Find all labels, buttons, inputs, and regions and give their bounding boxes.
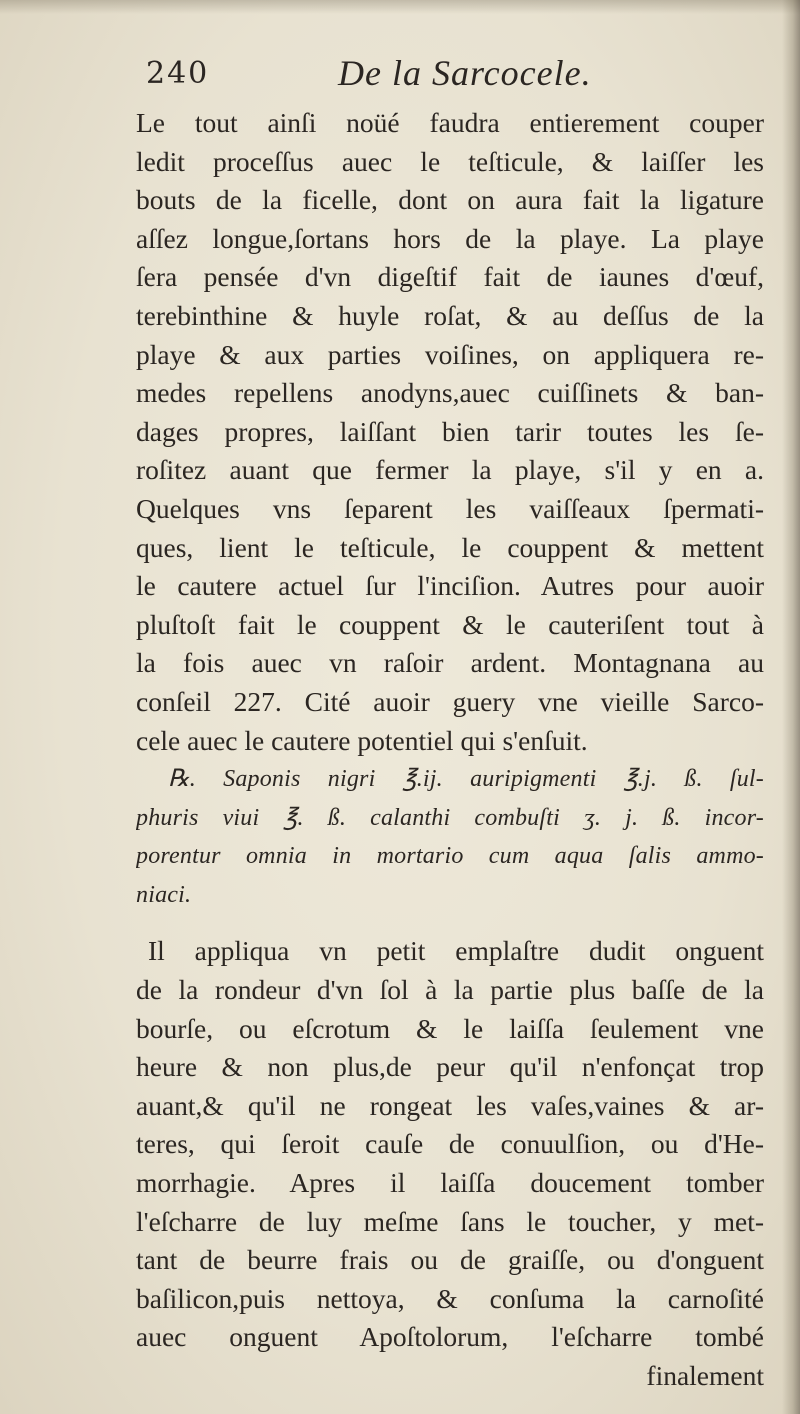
text-line: playe & aux parties voiſines, on appliquera re- [136,338,764,370]
text-line: terebinthine & huyle roſat, & au deſſus de la [136,299,764,331]
text-line: de la rondeur d'vn ſol à la partie plus baſſe de la [136,974,764,1006]
text-line: ledit proceſſus auec le teſticule, & laiſſer les [136,145,764,177]
running-title: De la Sarcocele. [338,53,592,93]
text-line: ques, lient le teſticule, le couppent & mettent [136,531,764,563]
text-line: Le tout ainſi noüé faudra entierement couper [136,107,764,138]
page-top-shadow [0,0,800,14]
text-line: dages propres, laiſſant bien tarir toutes les ſe- [136,415,764,447]
recipe-line: phuris viui ℥. ß. calanthi combuſti ʒ. j. ß. incor- [136,804,764,831]
text-line: auec onguent Apoſtolorum, l'eſcharre tombé [136,1321,764,1353]
text-line: teres, qui ſeroit cauſe de conuulſion, ou d'He- [136,1128,764,1160]
text-line: bourſe, ou eſcrotum & le laiſſa ſeulement vne [136,1012,764,1044]
recipe-line: niaci. [136,881,192,908]
page-number: 240 [146,56,210,91]
text-line: heure & non plus,de peur qu'il n'enfonçat trop [136,1051,764,1083]
text-line: medes repellens anodyns,auec cuiſſinets & ban- [136,377,764,409]
text-line: baſilicon,puis nettoya, & conſuma la carnoſité [136,1282,764,1314]
text-line: roſitez auant que fermer la playe, s'il y en a. [136,454,764,486]
recipe-line: porentur omnia in mortario cum aqua ſalis ammo- [136,843,764,870]
text-line: conſeil 227. Cité auoir guery vne vieille Sarco- [136,685,764,717]
text-line: pluſtoſt fait le couppent & le cauteriſent tout à [136,608,764,640]
text-line: bouts de la ficelle, dont on aura fait la ligature [136,184,764,216]
text-line: ſera pensée d'vn digeſtif fait de iaunes d'œuf, [136,261,764,293]
text-line: cele auec le cautere potentiel qui s'enſuit. [136,724,588,756]
paragraph-gap [136,914,764,932]
text-line: morrhagie. Apres il laiſſa doucement tomber [136,1167,764,1199]
text-line: Il appliqua vn petit emplaſtre dudit onguent [148,935,764,967]
catchword: finalement [646,1360,764,1391]
text-line: l'eſcharre de luy meſme ſans le toucher, y met- [136,1205,764,1237]
text-line: le cautere actuel ſur l'inciſion. Autres pour auoir [136,570,764,602]
text-line: auant,& qu'il ne rongeat les vaſes,vaines & ar- [136,1089,764,1121]
text-line: tant de beurre frais ou de graiſſe, ou d'onguent [136,1244,764,1276]
text-line: la fois auec vn raſoir ardent. Montagnana au [136,647,764,679]
recipe-line: ℞. Saponis nigri ℥.ij. auripigmenti ℥.j. ß. ſul- [168,766,764,793]
body-text [136,104,764,1396]
page-header [138,52,738,98]
page-gutter-shadow [782,0,800,1414]
text-line: Quelques vns ſeparent les vaiſſeaux ſpermati- [136,492,764,524]
text-line: aſſez longue,ſortans hors de la playe. La playe [136,222,764,254]
